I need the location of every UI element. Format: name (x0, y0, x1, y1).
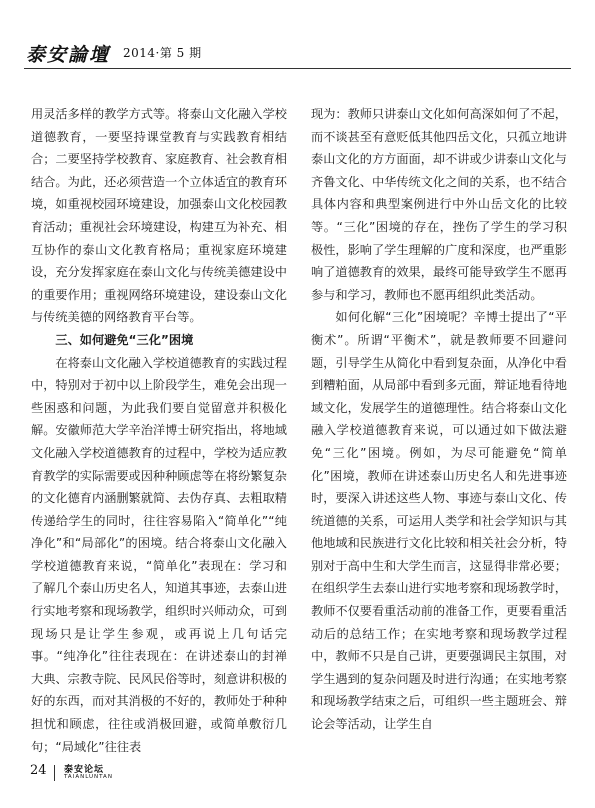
journal-name: 泰安論壇 (26, 44, 111, 66)
journal-issue: 2014·第 5 期 (123, 46, 202, 60)
page-number: 24 (30, 763, 47, 778)
header-rule (24, 68, 571, 69)
footer-pinyin: TAIANLUNTAN (64, 774, 113, 780)
section-heading: 三、如何避免“三化”困境 (55, 332, 194, 347)
right-paragraph-1: 现为：教师只讲泰山文化如何高深如何了不起，而不谈甚至有意贬低其他四岳文化，只孤立地讲泰山文化的方方面面，却不讲或少讲泰山文化与齐鲁文化、中华传统文化之间的关系，也不结合具体内容和典型案例进行中外山岳文化的比较等。“三化”困境的存在，挫伤了学生的学习积极性，影响了学生理解的广度和深度，也严重影响了道德教育的效果，最终可能导致学生不愿再参与和学习，教师也不愿再组织此类活动。 (311, 107, 567, 302)
page-footer (24, 763, 571, 793)
left-paragraph-2: 在将泰山文化融入学校道德教育的实践过程中，特别对于初中以上阶段学生，难免会出现一些困惑和问题，为此我们要自觉留意并积极化解。安徽师范大学辛治洋博士研究指出，将地域文化融入学校道德教育的过程中，学校为适应教育教学的实际需要或因种种顾虑等在将纷繁复杂的文化德育内涵删繁就简、去伪存真、去粗取精传递给学生的同时，往往容易陷入“简单化”“纯净化”和“局部化”的困境。结合将泰山文化融入学校道德教育来说，“简单化”表现在：学习和了解几个泰山历史名人，知道其事迹，去泰山进行实地考察和现场教学，组织时兴师动众，可到现场只是让学生参观，或再说上几句话完事。“纯净化”往往表现在：在讲述泰山的封禅大典、宗教寺院、民风民俗等时，刻意讲积极的好的东西，而对其消极的不好的，教师处于种种担忧和顾虑，往往或消极回避，或简单敷衍几句；“局域化”往往表 (31, 355, 287, 754)
left-column (31, 103, 287, 758)
right-column (311, 103, 567, 736)
left-paragraph-1: 用灵活多样的教学方式等。将泰山文化融入学校道德教育，一要坚持课堂教育与实践教育相结合；二要坚持学校教育、家庭教育、社会教育相结合。为此，还必须营造一个立体适宜的教育环境，如重视校园环境建设，加强泰山文化校园教育活动；重视社会环境建设，构建互为补充、相互协作的泰山文化教育格局；重视家庭环境建设，充分发挥家庭在泰山文化与传统美德建设中的重要作用；重视网络环境建设，建设泰山文化与传统美德的网络教育平台等。 (31, 107, 287, 325)
right-paragraph-2: 如何化解“三化”困境呢？辛博士提出了“平衡术”。所谓“平衡术”，就是教师要不回避问题，引导学生从简化中看到复杂面，从净化中看到糟粕面，从局部中看到多元面，辩证地看待地域文化，发展学生的道德理性。结合将泰山文化融入学校道德教育来说，可以通过如下做法避免“三化”困境。例如，为尽可能避免“简单化”困境，教师在讲述泰山历史名人和先进事迹时，要深入讲述这些人物、事迹与泰山文化、传统道德的关系，可运用人类学和社会学知识与其他地域和民族进行文化比较和相关社会分析，特别对于高中生和大学生而言，这显得非常必要；在组织学生去泰山进行实地考察和现场教学时，教师不仅要看重活动前的准备工作，更要看重活动后的总结工作；在实地考察和现场教学过程中，教师不只是自己讲，更要强调民主氛围，对学生遇到的复杂问题及时进行沟通；在实地考察和现场教学结束之后，可组织一些主题班会、辩论会等活动，让学生自 (311, 310, 567, 732)
footer-journal-name: 泰安论坛 (64, 765, 105, 775)
page-header (24, 40, 571, 66)
footer-divider (54, 765, 55, 781)
